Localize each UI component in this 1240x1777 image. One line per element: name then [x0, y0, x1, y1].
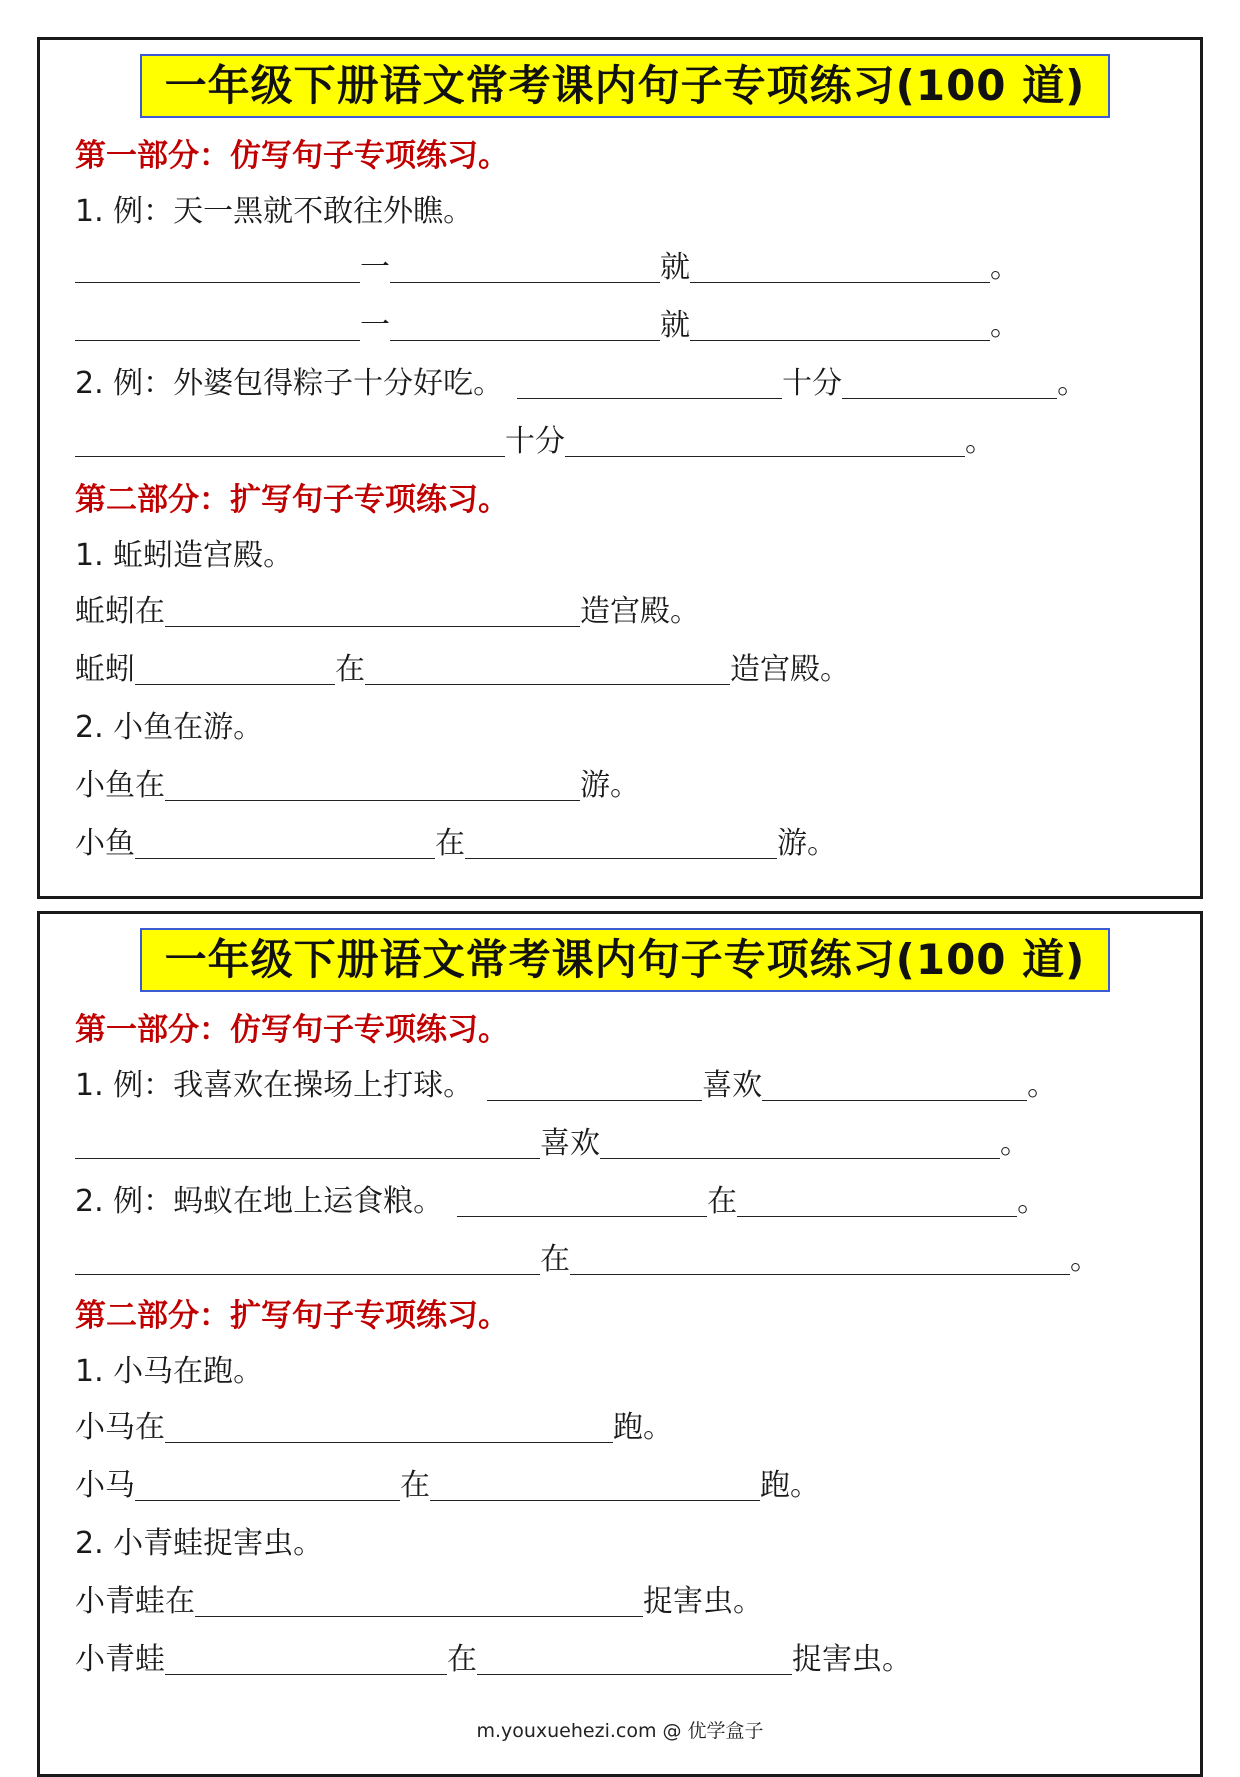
q1-prompt-line: [75, 1064, 1057, 1108]
period: 。: [1017, 1184, 1048, 1219]
answer-blank[interactable]: [75, 252, 360, 283]
sentence-end: 捉害虫。: [792, 1642, 912, 1677]
answer-blank[interactable]: [565, 426, 965, 457]
keyword: 在: [435, 826, 465, 861]
q1-answer-line: [75, 1122, 1030, 1166]
sentence-start: 小青蛙在: [75, 1584, 195, 1619]
period: 。: [1070, 1242, 1100, 1277]
sentence-end: 造宫殿。: [730, 652, 850, 687]
keyword: 在: [707, 1184, 738, 1219]
keyword: 喜欢: [702, 1068, 763, 1103]
answer-blank[interactable]: [487, 1070, 702, 1101]
worksheet-panel-2: [37, 911, 1203, 1777]
e1-answer-line-2: [75, 1464, 820, 1508]
period: 。: [990, 250, 1020, 285]
q2-answer-line: [75, 420, 995, 464]
answer-blank[interactable]: [165, 1412, 613, 1443]
answer-blank[interactable]: [737, 1186, 1017, 1217]
period: 。: [990, 308, 1020, 343]
q2-answer-line: [75, 1238, 1100, 1282]
answer-blank[interactable]: [430, 1470, 760, 1501]
keyword: 在: [447, 1642, 477, 1677]
worksheet-panel-1: [37, 37, 1203, 899]
e1-prompt: 1. 蚯蚓造宫殿。: [75, 538, 294, 573]
sentence-start: 小鱼在: [75, 768, 165, 803]
site-watermark: m.youxuehezi.com @ 优学盒子: [476, 1720, 764, 1742]
answer-blank[interactable]: [517, 368, 782, 399]
e1-answer-line-1: [75, 590, 700, 634]
sentence-end: 捉害虫。: [643, 1584, 763, 1619]
keyword: 十分: [782, 366, 843, 401]
answer-blank[interactable]: [165, 1644, 447, 1675]
answer-blank[interactable]: [390, 252, 660, 283]
sentence-start: 小青蛙: [75, 1642, 165, 1677]
q2-prompt-line: [75, 362, 1087, 406]
answer-blank[interactable]: [477, 1644, 792, 1675]
sentence-end: 跑。: [613, 1410, 673, 1445]
answer-blank[interactable]: [600, 1128, 1000, 1159]
answer-blank[interactable]: [135, 1470, 400, 1501]
period: 。: [1000, 1126, 1030, 1161]
sentence-start: 小马: [75, 1468, 135, 1503]
answer-blank[interactable]: [165, 596, 580, 627]
answer-blank[interactable]: [842, 368, 1057, 399]
answer-blank[interactable]: [75, 310, 360, 341]
answer-blank[interactable]: [690, 310, 990, 341]
q2-prompt-line: [75, 1180, 1047, 1224]
e2-prompt: 2. 小青蛙捉害虫。: [75, 1526, 324, 1561]
period: 。: [1057, 366, 1088, 401]
part1-heading: 第一部分：仿写句子专项练习。: [75, 1012, 509, 1048]
keyword: 十分: [505, 424, 565, 459]
e1-answer-line-1: [75, 1406, 673, 1450]
sentence-end: 跑。: [760, 1468, 820, 1503]
q2-prompt: 2. 例：蚂蚁在地上运食粮。: [75, 1184, 444, 1219]
keyword: 在: [400, 1468, 430, 1503]
e2-answer-line-2: [75, 1638, 912, 1682]
part2-heading: 第二部分：扩写句子专项练习。: [75, 1298, 509, 1334]
sentence-end: 游。: [777, 826, 837, 861]
sentence-end: 造宫殿。: [580, 594, 700, 629]
answer-blank[interactable]: [75, 1128, 540, 1159]
part1-heading: 第一部分：仿写句子专项练习。: [75, 138, 509, 174]
keyword: 一: [360, 308, 390, 343]
keyword: 就: [660, 250, 690, 285]
answer-blank[interactable]: [570, 1244, 1070, 1275]
q1-answer-line-1: [75, 246, 1020, 290]
answer-blank[interactable]: [390, 310, 660, 341]
keyword: 就: [660, 308, 690, 343]
keyword: 一: [360, 250, 390, 285]
worksheet-title: 一年级下册语文常考课内句子专项练习(100 道): [140, 54, 1110, 118]
answer-blank[interactable]: [457, 1186, 707, 1217]
answer-blank[interactable]: [75, 426, 505, 457]
answer-blank[interactable]: [365, 654, 730, 685]
answer-blank[interactable]: [135, 654, 335, 685]
answer-blank[interactable]: [165, 770, 580, 801]
sentence-end: 游。: [580, 768, 640, 803]
q1-prompt: 1. 例：天一黑就不敢往外瞧。: [75, 194, 474, 229]
keyword: 在: [335, 652, 365, 687]
sentence-start: 蚯蚓在: [75, 594, 165, 629]
answer-blank[interactable]: [195, 1586, 643, 1617]
q1-answer-line-2: [75, 304, 1020, 348]
period: 。: [965, 424, 995, 459]
worksheet-title: 一年级下册语文常考课内句子专项练习(100 道): [140, 928, 1110, 992]
sentence-start: 小马在: [75, 1410, 165, 1445]
q2-prompt: 2. 例：外婆包得粽子十分好吃。: [75, 366, 504, 401]
e1-answer-line-2: [75, 648, 850, 692]
part2-heading: 第二部分：扩写句子专项练习。: [75, 482, 509, 518]
e2-answer-line-1: [75, 1580, 763, 1624]
answer-blank[interactable]: [690, 252, 990, 283]
e1-prompt: 1. 小马在跑。: [75, 1354, 264, 1389]
sentence-start: 小鱼: [75, 826, 135, 861]
e2-prompt: 2. 小鱼在游。: [75, 710, 264, 745]
e2-answer-line-2: [75, 822, 837, 866]
answer-blank[interactable]: [465, 828, 777, 859]
q1-prompt: 1. 例：我喜欢在操场上打球。: [75, 1068, 474, 1103]
sentence-start: 蚯蚓: [75, 652, 135, 687]
keyword: 在: [540, 1242, 570, 1277]
answer-blank[interactable]: [135, 828, 435, 859]
keyword: 喜欢: [540, 1126, 600, 1161]
e2-answer-line-1: [75, 764, 640, 808]
answer-blank[interactable]: [762, 1070, 1027, 1101]
answer-blank[interactable]: [75, 1244, 540, 1275]
period: 。: [1027, 1068, 1058, 1103]
